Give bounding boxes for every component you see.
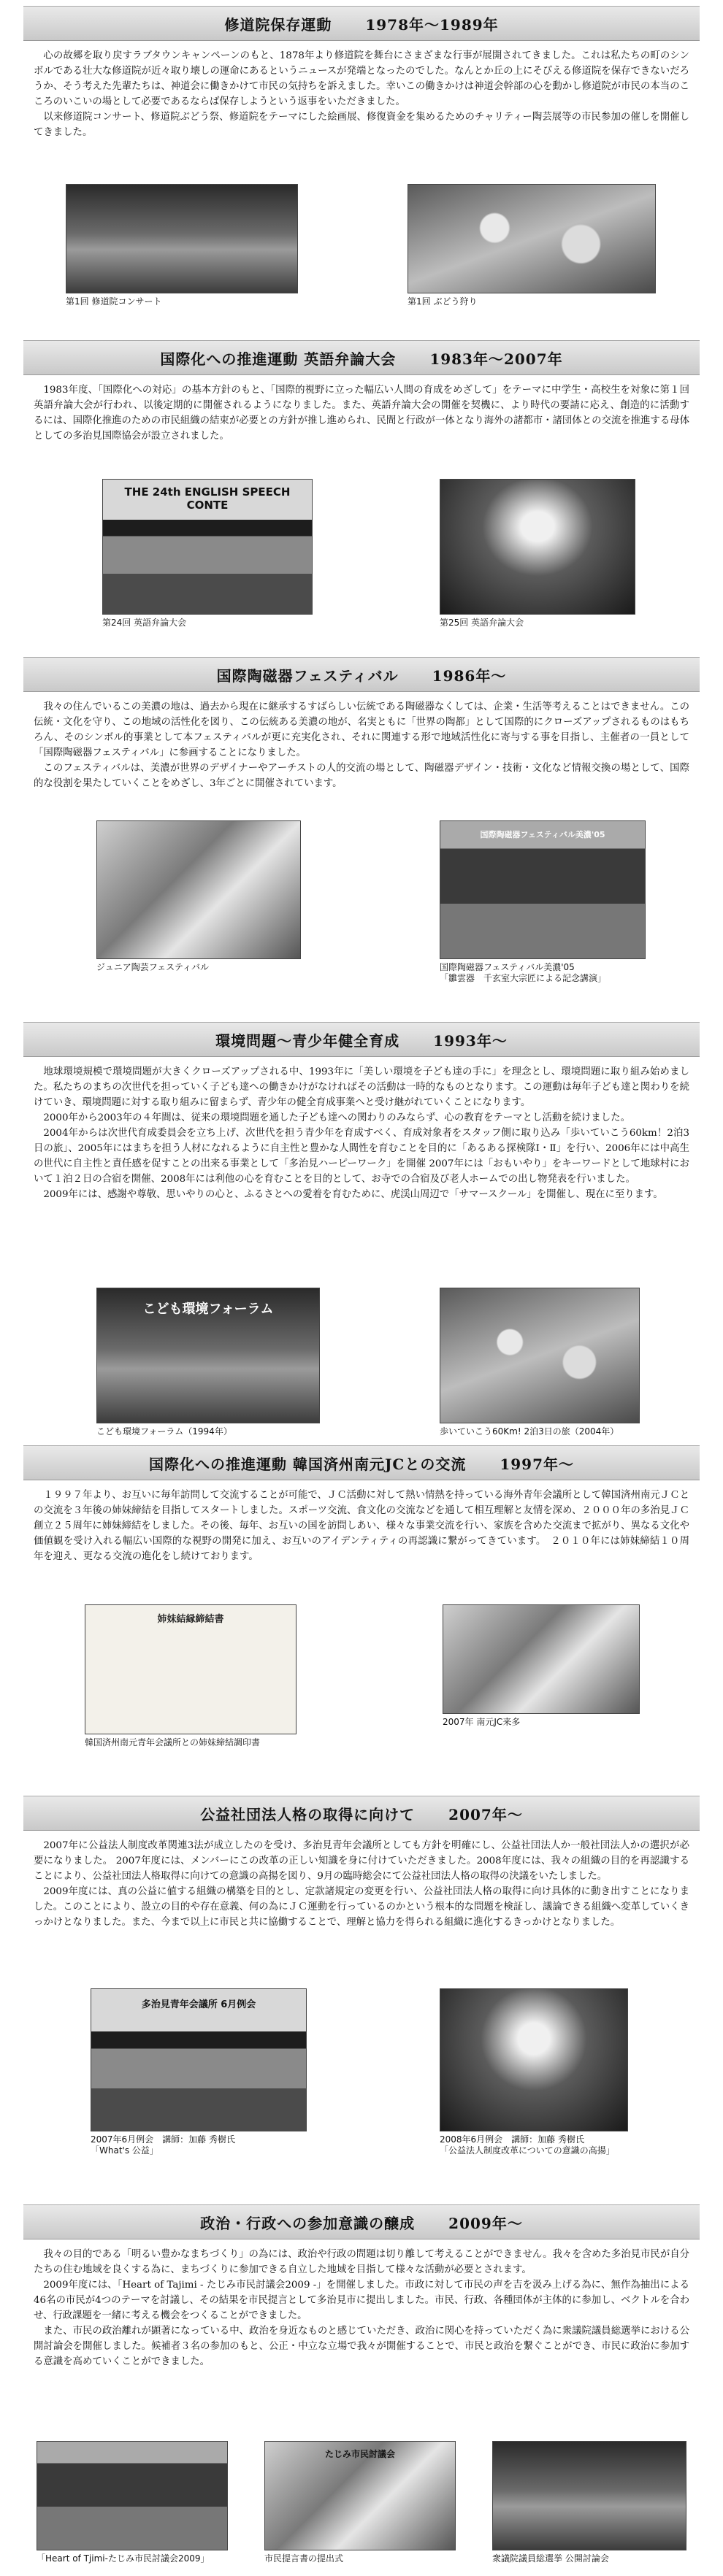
section-header <box>23 657 700 692</box>
photo-item <box>440 1988 628 2156</box>
photo-banner-text: 多治見青年会議所 6月例会 <box>141 1999 256 2010</box>
photo-item <box>443 1604 640 1728</box>
photo-image <box>440 479 635 615</box>
section-ceramics-festival <box>23 657 700 983</box>
section-body <box>23 1831 700 1930</box>
photo-caption: 韓国済州南元青年会議所との姉妹締結調印書 <box>85 1737 261 1748</box>
section-title: 国際化への推進運動 韓国済州南元JCとの交流 <box>148 1455 467 1473</box>
section-speech-contest <box>23 340 700 628</box>
section-body <box>23 692 700 791</box>
section-korea-exchange <box>23 1445 700 1748</box>
photo-image <box>440 1288 640 1423</box>
section-body <box>23 2239 700 2369</box>
section-body <box>23 1057 700 1202</box>
photo-item <box>408 184 656 307</box>
section-title: 修道院保存運動 <box>224 15 332 34</box>
paragraph: このフェスティバルは、美濃が世界のデザイナーやアーチストの人的交流の場として、陶磁器デザイン・技術・文化など情報交換の場として、国際的な役割を果たしていくことをめざし、3年ごとに開催されています。 <box>34 763 689 789</box>
photo-caption-sub: 「雛雲器 千玄室大宗匠による記念講演」 <box>440 973 607 983</box>
paragraph: 2007年に公益法人制度改革関連3法が成立したのを受け、多治見青年会議所としても方針を明確にし、公益社団法人か一般社団法人かの選択が必要になりました。 2007年度には、メンバーにこの改革の正しい知識を身に付けていただきました。2008年度には、我々の組織の目的を再認識することにより、公益社団法人格取得に向けての意識の高揚を図り、9月の臨時総会にて公益社団法人格の取得の決議をいたしました。 <box>34 1840 689 1882</box>
paragraph: 地球環境規模で環境問題が大きくクローズアップされる中、1993年に「美しい環境を子ども達の手に」を理念とし、環境問題に取り組み始めました。私たちのまちの次世代を担っていく子ども達への働きかけがなければその活動は一時的なものとなります。この運動は毎年子ども達と関わりを続けていき、環境問題に対する取り組みに留まらず、青少年の健全育成事業へと受け継がれていくことになります。 <box>34 1066 689 1108</box>
section-header <box>23 1445 700 1480</box>
photo-image <box>440 1988 628 2131</box>
section-political-participation <box>23 2204 700 2564</box>
photo-banner-text: 姉妹結縁締結書 <box>157 1614 224 1625</box>
paragraph: 以来修道院コンサート、修道院ぶどう祭、修道院をテーマにした絵画展、修復資金を集めるためのチャリティー陶芸展等の市民参加の催しを開催してきました。 <box>34 112 689 138</box>
photo-caption: 国際陶磁器フェスティバル美濃'05 <box>440 962 575 972</box>
photo-caption: 衆議院議員総選挙 公開討論会 <box>492 2553 609 2564</box>
paragraph: 我々の住んでいるこの美濃の地は、過去から現在に継承するすばらしい伝統である陶磁器なくしては、企業・生活等考えることはできません。この伝統・文化を守り、この地域の活性化を図り、この伝統ある美濃の地が、名実ともに「世界の陶都」として国際的にクローズアップされるものはもちろん、そのシンボル的事業として本フェスティバルが更に充実化され、それに関連する形で地域活性化に寄与する事を目指し、主催者の一員として「国際陶磁器フェスティバル」に参画することになりました。 <box>34 701 689 758</box>
section-body <box>23 375 700 444</box>
section-title: 国際化への推進運動 英語弁論大会 <box>160 350 397 368</box>
section-title: 国際陶磁器フェスティバル <box>216 666 399 685</box>
photo-item <box>66 184 298 307</box>
paragraph: 2009年度には、真の公益に値する組織の構築を目的とし、定款諸規定の変更を行い、公益社団法人格の取得に向け具体的に動き出すことになりました。このことにより、設立の目的や存在意義、何の為にＪＣ運動を行っているのかという根本的な問題を検証し、議論できる組織へ変革していくきっかけとなりました。また、今まで以上に市民と共に協働することで、理解と協力を得られる組織に進化するきっかけとなりました。 <box>34 1886 689 1928</box>
photo-banner-text: 国際陶磁器フェスティバル美濃'05 <box>480 830 605 839</box>
photo-caption: 2007年6月例会 講師：加藤 秀樹氏 <box>91 2134 235 2145</box>
photo-item <box>492 2441 686 2564</box>
section-header <box>23 1796 700 1831</box>
photo-caption: 2007年 南元JC来多 <box>443 1717 521 1727</box>
section-header <box>23 1022 700 1057</box>
photo-item <box>440 479 635 628</box>
section-monastery <box>23 6 700 307</box>
section-period: 1983年～2007年 <box>429 350 563 368</box>
photo-image <box>85 1604 297 1734</box>
section-body <box>23 1480 700 1564</box>
paragraph: 1983年度、「国際化への対応」の基本方針のもと、「国際的視野に立った幅広い人間の育成をめざして」をテーマに中学生・高校生を対象に第１回英語弁論大会が行われ、以後定期的に開催されるようになりました。また、英語弁論大会の開催を契機に、より時代の要請に応え、創造的に活動するには、国際化推進のための市民組織の結束が必要との方針が推し進められ、民間と行政が一体となり海外の諸都市・諸団体との交流を推進する母体としての多治見国際協会が設立されました。 <box>34 385 689 442</box>
paragraph: 我々の目的である「明るい豊かなまちづくり」の為には、政治や行政の問題は切り離して考えることができません。我々を含めた多治見市民が自分たちの住む地域を良くする為に、まちづくりに参加できる自立した地域を目指して様々な活動が必要とされます。 <box>34 2249 689 2275</box>
section-period: 2009年～ <box>448 2214 523 2232</box>
section-header <box>23 2204 700 2239</box>
photo-image <box>264 2441 456 2550</box>
section-title: 政治・行政への参加意識の醸成 <box>200 2214 416 2232</box>
section-public-interest <box>23 1796 700 2156</box>
photo-image <box>102 479 313 615</box>
photo-caption: 第1回 修道院コンサート <box>66 296 162 307</box>
section-header <box>23 340 700 375</box>
photo-item <box>102 479 313 628</box>
section-environment-youth <box>23 1022 700 1437</box>
photo-image <box>408 184 656 293</box>
photo-caption: 「Heart of Tjimi-たじみ市民討議会2009」 <box>37 2553 210 2564</box>
section-body <box>23 41 700 140</box>
photo-caption: 2008年6月例会 講師：加藤 秀樹氏 <box>440 2134 584 2145</box>
section-header <box>23 6 700 41</box>
section-period: 1997年～ <box>500 1455 574 1473</box>
paragraph: 2004年からは次世代育成委員会を立ち上げ、次世代を担う青少年を育成すべく、育成対象者をスタッフ側に取り込み「歩いていこう60km！2泊3日の旅」、2005年にはまちを担う人材になれるように自主性と豊かな人間性を育むことを目的に「あるある探検隊Ⅰ・Ⅱ」を行い、2006年には中高生の世代に自主性と責任感を促すことの出来る事業として「多治見ハーピーワーク」を開催 2007年には「おもいやり」をキーワードとして地球村において１泊２日の合宿を開催、2008年には利他の心を育むことを目的として、お寺での合宿及び老人ホームでの出し物発表を行いました。 <box>34 1128 689 1185</box>
photo-caption: ジュニア陶芸フェスティバル <box>96 962 209 972</box>
photo-image <box>443 1604 640 1714</box>
photo-item <box>264 2441 456 2564</box>
photo-item <box>37 2441 228 2564</box>
section-period: 2007年～ <box>448 1805 523 1823</box>
photo-banner-text: こども環境フォーラム <box>142 1302 274 1317</box>
photo-item <box>440 1288 640 1437</box>
section-period: 1978年～1989年 <box>365 15 499 34</box>
photo-image <box>66 184 298 293</box>
photo-image <box>91 1988 307 2131</box>
photo-banner-text: THE 24th ENGLISH SPEECH CONTE <box>124 485 291 512</box>
photo-caption: 第24回 英語弁論大会 <box>102 618 187 628</box>
photo-image <box>440 820 646 959</box>
photo-caption-sub: 「What's 公益」 <box>91 2145 158 2156</box>
photo-caption: こども環境フォーラム（1994年） <box>96 1426 232 1437</box>
photo-caption: 第1回 ぶどう狩り <box>408 296 478 307</box>
paragraph: また、市民の政治離れが顕著になっている中、政治を身近なものと感じていただき、政治に関心を持っていただく為に衆議院議員総選挙における公開討論会を開催しました。候補者３名の参加のもと、公正・中立な立場で我々が開催することで、市民と政治を繋ぐことができ、市民に政治に参加する意識を高めていくことができました。 <box>34 2326 689 2367</box>
photo-item <box>96 1288 320 1437</box>
photo-item <box>85 1604 297 1748</box>
section-period: 1986年～ <box>432 666 507 685</box>
paragraph: １９９７年より、お互いに毎年訪問して交流することが可能で、ＪＣ活動に対して熱い情熱を持っている海外青年会議所として韓国済州南元ＪＣとの交流を３年後の姉妹締結を目指してスタートしました。スポーツ交流、食文化の交流などを通して相互理解と友情を深め、２０００年の多治見ＪＣ創立２５周年に姉妹締結をしました。その後、毎年、お互いの国を訪問しあい、様々な事業交流を行い、家族を含めた交流まで拡がり、異なる文化や価値観を受け入れる幅広い国際的な視野の開発に加え、お互いのアイデンティティの再認識に繋がってきています。 ２０１０年には姉妹締結１０周年を迎え、更なる交流の進化をし続けております。 <box>34 1490 689 1562</box>
paragraph: 2009年には、感謝や尊敬、思いやりの心と、ふるさとへの愛着を育むために、虎渓山周辺で「サマースクール」を開催し、現在に至ります。 <box>43 1189 663 1200</box>
photo-item <box>440 820 646 984</box>
photo-image <box>96 1288 320 1423</box>
photo-caption-sub: 「公益法人制度改革についての意識の高揚」 <box>440 2145 615 2156</box>
paragraph: 2000年から2003年の４年間は、従来の環境問題を通した子ども達への関わりのみならず、心の教育をテーマとし活動を続けました。 <box>43 1112 630 1123</box>
photo-image <box>96 820 301 959</box>
photo-image <box>492 2441 686 2550</box>
section-period: 1993年～ <box>433 1031 508 1050</box>
photo-item <box>96 820 301 973</box>
photo-banner-text: たじみ市民討議会 <box>324 2449 395 2459</box>
paragraph: 心の故郷を取り戻すラブタウンキャンペーンのもと、1878年より修道院を舞台にさまざまな行事が展開されてきました。これは私たちの町のシンボルである壮大な修道院が近々取り壊しの運命にあるというニュースが発端となったのでした。なんとか丘の上にそびえる修道院を保存できないだろうか、そう考えた先輩たちは、神道会に働きかけて市民の気持ちを訴えました。幸いこの働きかけは神道会幹部の心を動かし修道院が市民の本当のこころのいこいの場として必要であるならば保存しようという返事をいただきました。 <box>34 50 689 107</box>
photo-item <box>91 1988 307 2156</box>
photo-caption: 歩いていこう60Km! 2泊3日の旅（2004年） <box>440 1426 619 1437</box>
section-title: 公益社団法人格の取得に向けて <box>200 1805 416 1823</box>
photo-caption: 第25回 英語弁論大会 <box>440 618 524 628</box>
section-title: 環境問題～青少年健全育成 <box>215 1031 400 1050</box>
photo-image <box>37 2441 228 2550</box>
photo-caption: 市民提言書の提出式 <box>264 2553 344 2564</box>
paragraph: 2009年度には、「Heart of Tajimi - たじみ市民討議会2009 -」を開催しました。市政に対して市民の声を吉を汲み上げる為に、無作為抽出による46名の市民が4つのテーマを討議し、その結果を市民提言として多治見市に提出しました。市民、行政、各種団体が主体的に参加し、ベクトルを合わせ、行政課題を一緒に考える機会をつくることができました。 <box>34 2280 689 2321</box>
